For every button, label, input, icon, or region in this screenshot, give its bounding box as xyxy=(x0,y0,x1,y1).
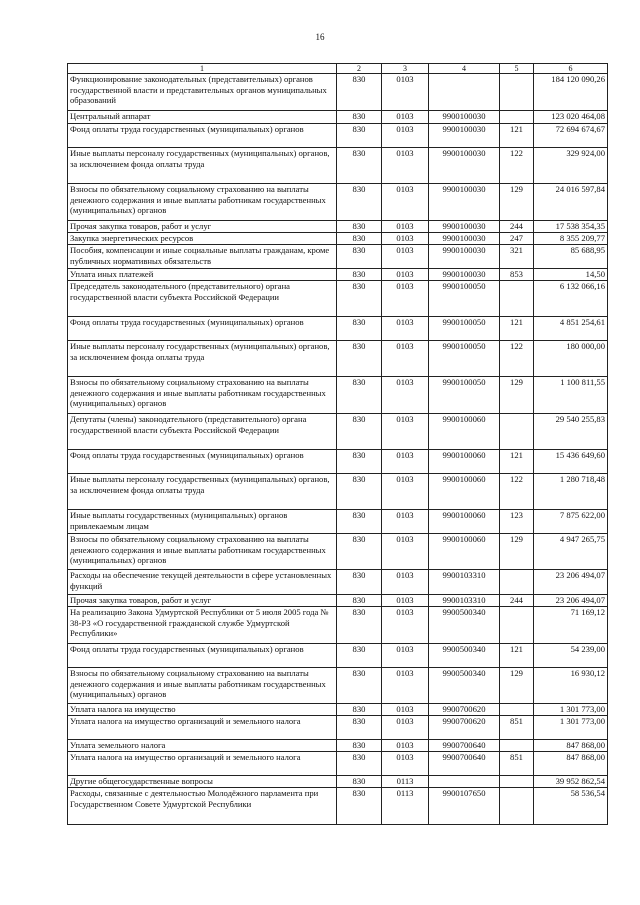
target-article-cell: 9900700640 xyxy=(429,740,500,752)
table-row xyxy=(68,124,608,148)
department-code-cell: 830 xyxy=(337,148,382,184)
amount-cell: 1 301 773,00 xyxy=(534,716,608,740)
target-article-cell: 9900100030 xyxy=(429,269,500,281)
table-row xyxy=(68,570,608,595)
department-code-cell: 830 xyxy=(337,644,382,668)
expense-name-cell: Функционирование законодательных (представительных) органов государственной власти и представительных органов муниципальных образований xyxy=(68,74,337,111)
amount-cell: 24 016 597,84 xyxy=(534,184,608,221)
table-row xyxy=(68,233,608,245)
target-article-cell: 9900100060 xyxy=(429,510,500,534)
section-code-cell: 0103 xyxy=(382,221,429,233)
expense-name-cell: Уплата налога на имущество xyxy=(68,704,337,716)
amount-cell: 29 540 255,83 xyxy=(534,414,608,450)
target-article-cell: 9900500340 xyxy=(429,668,500,704)
department-code-cell: 830 xyxy=(337,740,382,752)
department-code-cell: 830 xyxy=(337,269,382,281)
target-article-cell: 9900107650 xyxy=(429,788,500,825)
target-article-cell: 9900700620 xyxy=(429,704,500,716)
table-row xyxy=(68,752,608,776)
expense-name-cell: Закупка энергетических ресурсов xyxy=(68,233,337,245)
expense-name-cell: Взносы по обязательному социальному страхованию на выплаты денежного содержания и иные выплаты работникам государственных (муниципальных) органов xyxy=(68,377,337,414)
section-code-cell: 0103 xyxy=(382,450,429,474)
department-code-cell: 830 xyxy=(337,317,382,341)
target-article-cell xyxy=(429,776,500,788)
amount-cell: 58 536,54 xyxy=(534,788,608,825)
expense-name-cell: Расходы, связанные с деятельностью Молодёжного парламента при Государственном Совете Удмуртской Республики xyxy=(68,788,337,825)
table-row xyxy=(68,450,608,474)
expense-type-cell: 851 xyxy=(500,716,534,740)
table-row xyxy=(68,595,608,607)
amount-cell: 180 000,00 xyxy=(534,341,608,377)
amount-cell: 15 436 649,60 xyxy=(534,450,608,474)
expense-type-cell: 851 xyxy=(500,752,534,776)
amount-cell: 8 355 209,77 xyxy=(534,233,608,245)
amount-cell: 847 868,00 xyxy=(534,752,608,776)
section-code-cell: 0103 xyxy=(382,269,429,281)
table-row xyxy=(68,377,608,414)
table-body xyxy=(68,74,608,825)
department-code-cell: 830 xyxy=(337,776,382,788)
section-code-cell: 0103 xyxy=(382,148,429,184)
expense-type-cell xyxy=(500,111,534,124)
department-code-cell: 830 xyxy=(337,184,382,221)
table-row xyxy=(68,269,608,281)
target-article-cell: 9900100060 xyxy=(429,414,500,450)
expense-name-cell: Иные выплаты персоналу государственных (муниципальных) органов, за исключением фонда оплаты труда xyxy=(68,341,337,377)
table-row xyxy=(68,474,608,510)
expense-name-cell: Уплата иных платежей xyxy=(68,269,337,281)
amount-cell: 54 239,00 xyxy=(534,644,608,668)
section-code-cell: 0113 xyxy=(382,788,429,825)
section-code-cell: 0103 xyxy=(382,644,429,668)
header-col-6: 6 xyxy=(534,64,608,74)
department-code-cell: 830 xyxy=(337,752,382,776)
department-code-cell: 830 xyxy=(337,245,382,269)
section-code-cell: 0103 xyxy=(382,534,429,570)
expense-name-cell: Иные выплаты персоналу государственных (муниципальных) органов, за исключением фонда оплаты труда xyxy=(68,474,337,510)
amount-cell: 72 694 674,67 xyxy=(534,124,608,148)
expense-name-cell: Иные выплаты персоналу государственных (муниципальных) органов, за исключением фонда оплаты труда xyxy=(68,148,337,184)
amount-cell: 14,50 xyxy=(534,269,608,281)
expense-type-cell xyxy=(500,74,534,111)
amount-cell: 1 100 811,55 xyxy=(534,377,608,414)
expense-name-cell: Центральный аппарат xyxy=(68,111,337,124)
target-article-cell: 9900100030 xyxy=(429,233,500,245)
table-row xyxy=(68,341,608,377)
expense-name-cell: Расходы на обеспечение текущей деятельности в сфере установленных функций xyxy=(68,570,337,595)
amount-cell: 16 930,12 xyxy=(534,668,608,704)
target-article-cell: 9900100030 xyxy=(429,148,500,184)
section-code-cell: 0103 xyxy=(382,752,429,776)
target-article-cell: 9900100030 xyxy=(429,124,500,148)
expense-name-cell: Уплата земельного налога xyxy=(68,740,337,752)
amount-cell: 4 947 265,75 xyxy=(534,534,608,570)
page-number: 16 xyxy=(315,32,325,42)
target-article-cell: 9900103310 xyxy=(429,595,500,607)
department-code-cell: 830 xyxy=(337,281,382,317)
table-row xyxy=(68,704,608,716)
expense-type-cell: 129 xyxy=(500,668,534,704)
expense-type-cell xyxy=(500,570,534,595)
expense-name-cell: Председатель законодательного (представительного) органа государственной власти субъекта Российской Федерации xyxy=(68,281,337,317)
target-article-cell: 9900100060 xyxy=(429,450,500,474)
expense-type-cell xyxy=(500,414,534,450)
expense-name-cell: На реализацию Закона Удмуртской Республики от 5 июля 2005 года № 38-РЗ «О государственной гражданской службе Удмуртской Республики» xyxy=(68,607,337,644)
department-code-cell: 830 xyxy=(337,534,382,570)
expense-name-cell: Фонд оплаты труда государственных (муниципальных) органов xyxy=(68,124,337,148)
table-row xyxy=(68,111,608,124)
section-code-cell: 0103 xyxy=(382,111,429,124)
section-code-cell: 0103 xyxy=(382,668,429,704)
expense-type-cell xyxy=(500,788,534,825)
section-code-cell: 0103 xyxy=(382,474,429,510)
department-code-cell: 830 xyxy=(337,124,382,148)
table-header-row xyxy=(68,64,608,74)
department-code-cell: 830 xyxy=(337,607,382,644)
table-row xyxy=(68,74,608,111)
expense-name-cell: Уплата налога на имущество организаций и земельного налога xyxy=(68,752,337,776)
section-code-cell: 0103 xyxy=(382,607,429,644)
amount-cell: 23 206 494,07 xyxy=(534,595,608,607)
department-code-cell: 830 xyxy=(337,704,382,716)
expense-type-cell: 122 xyxy=(500,148,534,184)
expense-name-cell: Прочая закупка товаров, работ и услуг xyxy=(68,595,337,607)
expense-name-cell: Фонд оплаты труда государственных (муниципальных) органов xyxy=(68,450,337,474)
department-code-cell: 830 xyxy=(337,233,382,245)
amount-cell: 85 688,95 xyxy=(534,245,608,269)
expense-name-cell: Прочая закупка товаров, работ и услуг xyxy=(68,221,337,233)
section-code-cell: 0103 xyxy=(382,510,429,534)
amount-cell: 1 301 773,00 xyxy=(534,704,608,716)
expense-name-cell: Фонд оплаты труда государственных (муниципальных) органов xyxy=(68,317,337,341)
section-code-cell: 0103 xyxy=(382,245,429,269)
table-row xyxy=(68,716,608,740)
amount-cell: 6 132 066,16 xyxy=(534,281,608,317)
header-col-2: 2 xyxy=(337,64,382,74)
expense-name-cell: Фонд оплаты труда государственных (муниципальных) органов xyxy=(68,644,337,668)
expense-type-cell: 123 xyxy=(500,510,534,534)
table-row xyxy=(68,776,608,788)
department-code-cell: 830 xyxy=(337,341,382,377)
department-code-cell: 830 xyxy=(337,474,382,510)
department-code-cell: 830 xyxy=(337,788,382,825)
table-row xyxy=(68,644,608,668)
expense-type-cell: 129 xyxy=(500,377,534,414)
target-article-cell: 9900100050 xyxy=(429,341,500,377)
amount-cell: 1 280 718,48 xyxy=(534,474,608,510)
amount-cell: 7 875 622,00 xyxy=(534,510,608,534)
department-code-cell: 830 xyxy=(337,570,382,595)
expense-name-cell: Другие общегосударственные вопросы xyxy=(68,776,337,788)
table-row xyxy=(68,221,608,233)
target-article-cell: 9900100030 xyxy=(429,221,500,233)
department-code-cell: 830 xyxy=(337,414,382,450)
expense-name-cell: Взносы по обязательному социальному страхованию на выплаты денежного содержания и иные выплаты работникам государственных (муниципальных) органов xyxy=(68,668,337,704)
section-code-cell: 0103 xyxy=(382,124,429,148)
expense-type-cell xyxy=(500,740,534,752)
table-row xyxy=(68,245,608,269)
target-article-cell xyxy=(429,74,500,111)
department-code-cell: 830 xyxy=(337,377,382,414)
header-col-5: 5 xyxy=(500,64,534,74)
department-code-cell: 830 xyxy=(337,668,382,704)
target-article-cell: 9900100050 xyxy=(429,281,500,317)
table-row xyxy=(68,414,608,450)
section-code-cell: 0103 xyxy=(382,74,429,111)
expense-name-cell: Уплата налога на имущество организаций и земельного налога xyxy=(68,716,337,740)
section-code-cell: 0103 xyxy=(382,184,429,221)
department-code-cell: 830 xyxy=(337,450,382,474)
amount-cell: 123 020 464,08 xyxy=(534,111,608,124)
header-col-4: 4 xyxy=(429,64,500,74)
table-row xyxy=(68,607,608,644)
section-code-cell: 0103 xyxy=(382,570,429,595)
amount-cell: 17 538 354,35 xyxy=(534,221,608,233)
amount-cell: 4 851 254,61 xyxy=(534,317,608,341)
section-code-cell: 0103 xyxy=(382,595,429,607)
expense-type-cell: 121 xyxy=(500,450,534,474)
target-article-cell: 9900100030 xyxy=(429,184,500,221)
budget-table xyxy=(67,63,608,825)
expense-name-cell: Взносы по обязательному социальному страхованию на выплаты денежного содержания и иные выплаты работникам государственных (муниципальных) органов xyxy=(68,534,337,570)
expense-type-cell: 244 xyxy=(500,221,534,233)
expense-type-cell: 247 xyxy=(500,233,534,245)
amount-cell: 847 868,00 xyxy=(534,740,608,752)
table-row xyxy=(68,510,608,534)
expense-name-cell: Депутаты (члены) законодательного (представительного) органа государственной власти субъекта Российской Федерации xyxy=(68,414,337,450)
amount-cell: 23 206 494,07 xyxy=(534,570,608,595)
target-article-cell: 9900700640 xyxy=(429,752,500,776)
table-row xyxy=(68,534,608,570)
target-article-cell: 9900100030 xyxy=(429,111,500,124)
header-col-1: 1 xyxy=(68,64,337,74)
header-col-3: 3 xyxy=(382,64,429,74)
department-code-cell: 830 xyxy=(337,221,382,233)
expense-type-cell: 853 xyxy=(500,269,534,281)
section-code-cell: 0103 xyxy=(382,341,429,377)
department-code-cell: 830 xyxy=(337,111,382,124)
expense-type-cell: 244 xyxy=(500,595,534,607)
target-article-cell: 9900100050 xyxy=(429,377,500,414)
expense-type-cell: 122 xyxy=(500,341,534,377)
target-article-cell: 9900500340 xyxy=(429,644,500,668)
target-article-cell: 9900100030 xyxy=(429,245,500,269)
section-code-cell: 0103 xyxy=(382,233,429,245)
target-article-cell: 9900103310 xyxy=(429,570,500,595)
section-code-cell: 0103 xyxy=(382,414,429,450)
table-row xyxy=(68,148,608,184)
section-code-cell: 0103 xyxy=(382,377,429,414)
table-row xyxy=(68,317,608,341)
target-article-cell: 9900500340 xyxy=(429,607,500,644)
expense-name-cell: Пособия, компенсации и иные социальные выплаты гражданам, кроме публичных нормативных обязательств xyxy=(68,245,337,269)
amount-cell: 184 120 090,26 xyxy=(534,74,608,111)
table-row xyxy=(68,184,608,221)
expense-type-cell: 321 xyxy=(500,245,534,269)
expense-type-cell: 121 xyxy=(500,317,534,341)
amount-cell: 329 924,00 xyxy=(534,148,608,184)
expense-type-cell: 129 xyxy=(500,184,534,221)
section-code-cell: 0103 xyxy=(382,740,429,752)
expense-type-cell xyxy=(500,704,534,716)
expense-type-cell: 121 xyxy=(500,124,534,148)
amount-cell: 71 169,12 xyxy=(534,607,608,644)
section-code-cell: 0113 xyxy=(382,776,429,788)
expense-type-cell: 129 xyxy=(500,534,534,570)
table-row xyxy=(68,668,608,704)
expense-type-cell xyxy=(500,776,534,788)
target-article-cell: 9900100060 xyxy=(429,534,500,570)
table-row xyxy=(68,788,608,825)
amount-cell: 39 952 862,54 xyxy=(534,776,608,788)
section-code-cell: 0103 xyxy=(382,281,429,317)
department-code-cell: 830 xyxy=(337,510,382,534)
section-code-cell: 0103 xyxy=(382,716,429,740)
target-article-cell: 9900700620 xyxy=(429,716,500,740)
table-row xyxy=(68,740,608,752)
section-code-cell: 0103 xyxy=(382,704,429,716)
expense-type-cell xyxy=(500,607,534,644)
expense-type-cell: 121 xyxy=(500,644,534,668)
expense-name-cell: Взносы по обязательному социальному страхованию на выплаты денежного содержания и иные выплаты работникам государственных (муниципальных) органов xyxy=(68,184,337,221)
table-row xyxy=(68,281,608,317)
expense-type-cell: 122 xyxy=(500,474,534,510)
department-code-cell: 830 xyxy=(337,716,382,740)
target-article-cell: 9900100060 xyxy=(429,474,500,510)
target-article-cell: 9900100050 xyxy=(429,317,500,341)
department-code-cell: 830 xyxy=(337,74,382,111)
department-code-cell: 830 xyxy=(337,595,382,607)
expense-type-cell xyxy=(500,281,534,317)
section-code-cell: 0103 xyxy=(382,317,429,341)
expense-name-cell: Иные выплаты государственных (муниципальных) органов привлекаемым лицам xyxy=(68,510,337,534)
